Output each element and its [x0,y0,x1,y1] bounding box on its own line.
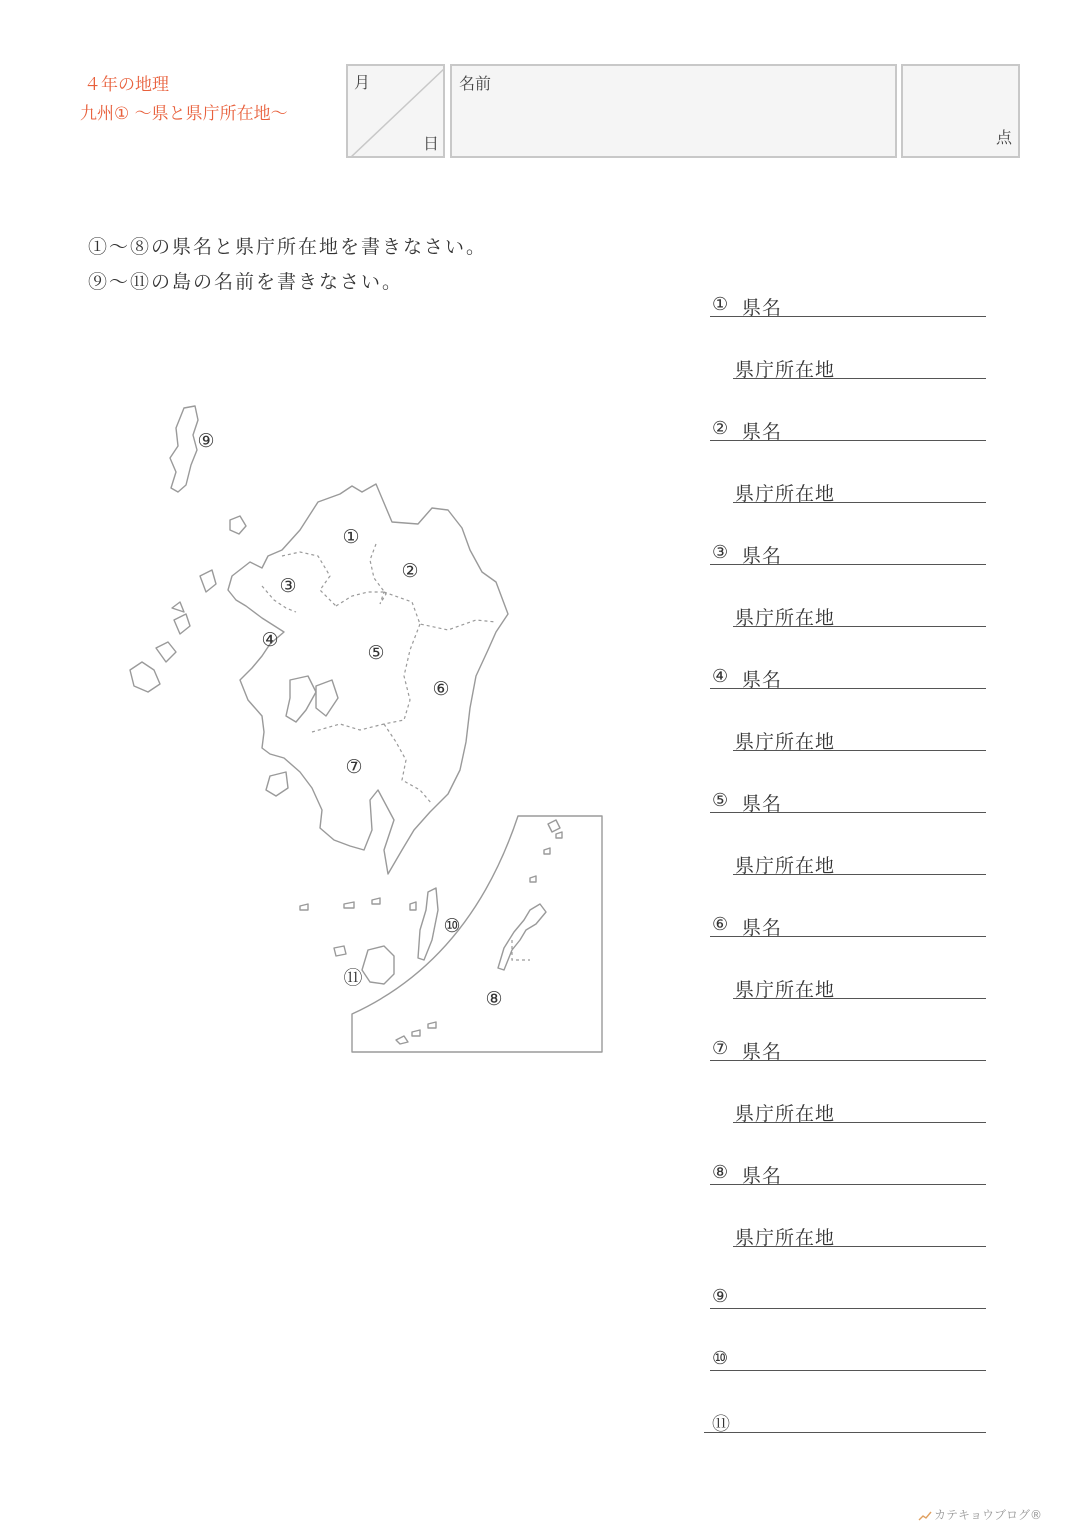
map-label-3: ③ [279,575,297,597]
pref-answer-line-5[interactable] [710,812,986,813]
instruction-line-2: ⑨〜⑪の島の名前を書きなさい。 [88,271,404,293]
tsushima-island [170,406,198,492]
island-num-9: ⑨ [712,1286,729,1307]
island-answer-line-9[interactable] [710,1308,986,1309]
answer-num-4: ④ [712,666,729,687]
answer-num-5: ⑤ [712,790,729,811]
pref-answer-line-4[interactable] [710,688,986,689]
island-answer-line-10[interactable] [710,1370,986,1371]
map-label-10: ⑩ [443,915,461,937]
map-label-4: ④ [261,629,279,651]
answer-num-6: ⑥ [712,914,729,935]
pref-label-2: 県名 [742,421,783,443]
score-label: 点 [995,128,1012,147]
map-label-1: ① [342,526,360,548]
answer-num-3: ③ [712,542,729,563]
iki-island [230,516,246,534]
pref-label-6: 県名 [742,917,783,939]
border-kumamoto-kagoshima [312,724,384,732]
okinawa-inset-frame [352,816,602,1052]
amakusa-islands [286,676,316,722]
capital-label-8: 県庁所在地 [735,1227,836,1249]
island-num-11: ⑪ [712,1414,730,1435]
capital-answer-line-4[interactable] [733,750,986,751]
island-answer-line-11[interactable] [704,1432,986,1433]
island-num-10: ⑩ [712,1348,729,1369]
capital-answer-line-7[interactable] [733,1122,986,1123]
capital-label-4: 県庁所在地 [735,731,836,753]
pref-answer-line-2[interactable] [710,440,986,441]
pref-label-1: 県名 [742,297,783,319]
answer-num-1: ① [712,294,729,315]
capital-answer-line-3[interactable] [733,626,986,627]
border-fukuoka-kumamoto [336,592,384,606]
capital-answer-line-5[interactable] [733,874,986,875]
instruction-line-1: ①〜⑧の県名と県庁所在地を書きなさい。 [88,236,488,258]
name-label: 名前 [459,74,492,93]
map-label-9: ⑨ [197,430,215,452]
capital-label-1: 県庁所在地 [735,359,836,381]
pref-label-3: 県名 [742,545,783,567]
answer-num-7: ⑦ [712,1038,729,1059]
capital-answer-line-8[interactable] [733,1246,986,1247]
pref-answer-line-8[interactable] [710,1184,986,1185]
map-label-5: ⑤ [367,642,385,664]
date-box[interactable] [346,64,445,158]
koshiki-islands [266,772,288,796]
month-label: 月 [354,73,371,92]
capital-answer-line-2[interactable] [733,502,986,503]
kyushu-mainland [228,484,508,874]
tanegashima-island [418,888,438,960]
pref-label-7: 県名 [742,1041,783,1063]
goto-islands [130,662,160,692]
map-label-7: ⑦ [345,756,363,778]
pref-label-4: 県名 [742,669,783,691]
map-label-8: ⑧ [485,988,503,1010]
map-label-2: ② [401,560,419,582]
kyushu-map [0,380,640,1080]
yakushima-island [362,946,394,984]
capital-label-2: 県庁所在地 [735,483,836,505]
capital-label-6: 県庁所在地 [735,979,836,1001]
name-box[interactable] [450,64,897,158]
pref-label-5: 県名 [742,793,783,815]
chart-line-icon [918,1511,932,1521]
footer-brand [918,1506,1042,1523]
unit-title: 九州① 〜県と県庁所在地〜 [80,104,288,124]
pref-answer-line-3[interactable] [710,564,986,565]
capital-label-5: 県庁所在地 [735,855,836,877]
capital-label-3: 県庁所在地 [735,607,836,629]
answer-num-2: ② [712,418,729,439]
border-oita-miyazaki [384,592,496,630]
pref-answer-line-6[interactable] [710,936,986,937]
grade-title: ４年の地理 [84,75,169,95]
border-kumamoto-miyazaki [384,624,420,724]
map-label-6: ⑥ [432,678,450,700]
border-fukuoka-oita [370,544,386,604]
pref-label-8: 県名 [742,1165,783,1187]
day-label: 日 [422,134,439,153]
border-miyazaki-kagoshima [384,724,432,804]
brand-name: カテキョウブログ® [934,1508,1043,1522]
pref-answer-line-1[interactable] [710,316,986,317]
capital-answer-line-1[interactable] [733,378,986,379]
pref-answer-line-7[interactable] [710,1060,986,1061]
capital-label-7: 県庁所在地 [735,1103,836,1125]
answer-num-8: ⑧ [712,1162,729,1183]
capital-answer-line-6[interactable] [733,998,986,999]
score-box[interactable] [901,64,1020,158]
map-label-11: ⑪ [343,967,363,989]
